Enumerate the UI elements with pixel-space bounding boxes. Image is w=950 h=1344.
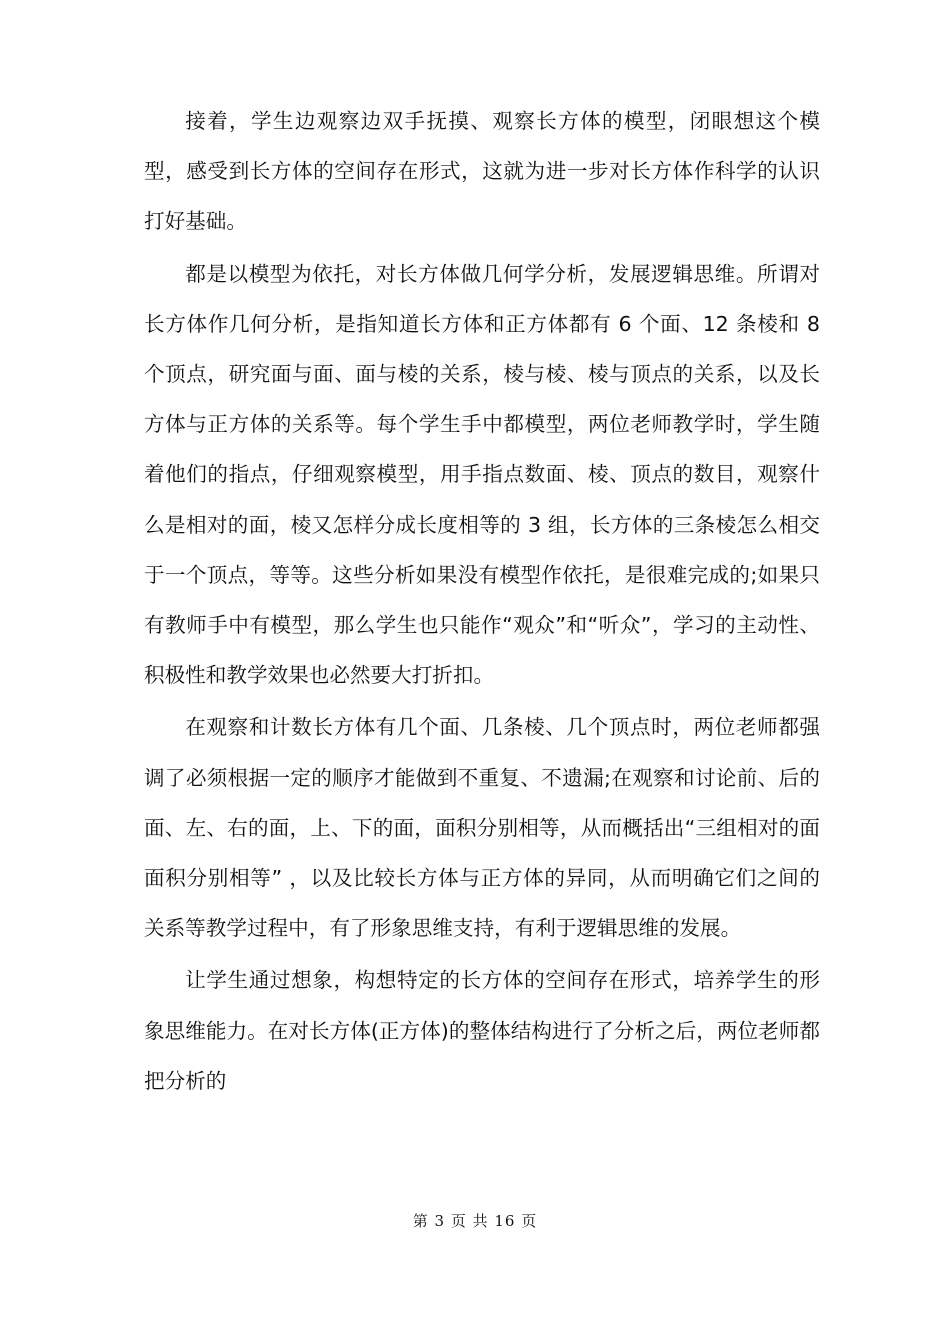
paragraph: 在观察和计数长方体有几个面、几条棱、几个顶点时，两位老师都强调了必须根据一定的顺序才能做到不重复、不遗漏;在观察和讨论前、后的面、左、右的面，上、下的面，面积分别相等，从而概括出“三组相对的面面积分别相等” ，以及比较长方体与正方体的异同，从而明确它们之间的关系等教学过程中，有了形象思维支持，有利于逻辑思维的发展。 bbox=[144, 715, 820, 941]
paragraph: 让学生通过想象，构想特定的长方体的空间存在形式，培养学生的形象思维能力。在对长方体(正方体)的整体结构进行了分析之后，两位老师都把分析的 bbox=[144, 968, 820, 1093]
page-number-footer: 第 3 页 共 16 页 bbox=[412, 1212, 538, 1230]
document-body bbox=[144, 96, 820, 1108]
paragraph: 都是以模型为依托，对长方体做几何学分析，发展逻辑思维。所谓对长方体作几何分析，是指知道长方体和正方体都有 6 个面、12 条棱和 8 个顶点，研究面与面、面与棱的关系，棱与棱、棱与顶点的关系，以及长方体与正方体的关系等。每个学生手中都模型，两位老师教学时，学生随着他们的指点，仔细观察模型，用手指点数面、棱、顶点的数目，观察什么是相对的面，棱又怎样分成长度相等的 3 组，长方体的三条棱怎么相交于一个顶点，等等。这些分析如果没有模型作依托，是很难完成的;如果只有教师手中有模型，那么学生也只能作“观众”和“听众”，学习的主动性、积极性和教学效果也必然要大打折扣。 bbox=[144, 261, 820, 688]
paragraph: 接着，学生边观察边双手抚摸、观察长方体的模型，闭眼想这个模型，感受到长方体的空间存在形式，这就为进一步对长方体作科学的认识打好基础。 bbox=[144, 109, 820, 234]
